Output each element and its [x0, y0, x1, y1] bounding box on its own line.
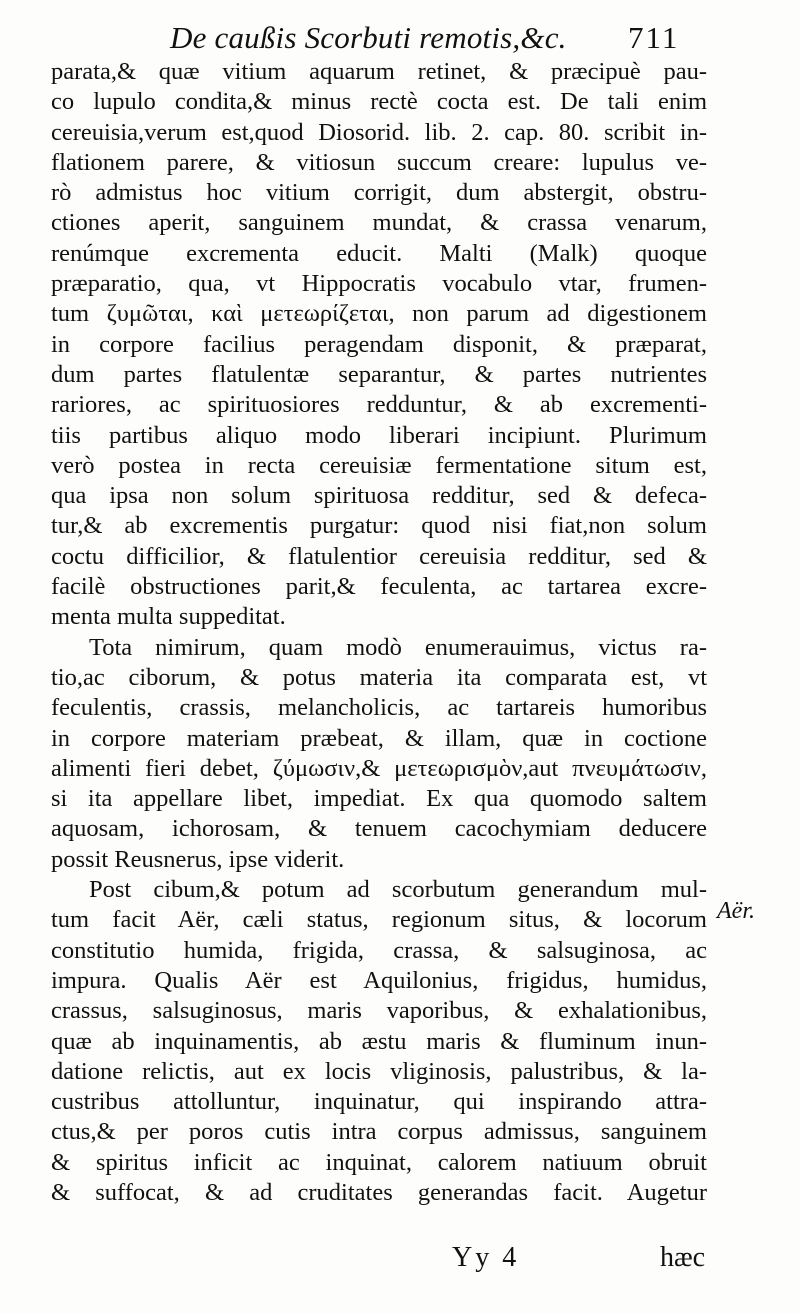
signature-mark: Yy 4 [452, 1242, 520, 1273]
text-line: custribus attolluntur, inquinatur, qui inspirando attra- [51, 1088, 707, 1116]
text-line: & suffocat, & ad cruditates generandas facit. Augetur [51, 1178, 707, 1206]
text-line: datione relictis, aut ex locis vliginosis, palustribus, & la- [51, 1057, 707, 1085]
text-line: possit Reusnerus, ipse viderit. [51, 845, 345, 873]
text-line: impura. Qualis Aër est Aquilonius, frigidus, humidus, [51, 966, 707, 994]
text-line: tiis partibus aliquo modo liberari incipiunt. Plurimum [51, 421, 707, 449]
text-line: tum facit Aër, cæli status, regionum situs, & locorum [51, 906, 707, 934]
text-line: tum ζυμῶται, καὶ μετεωρίζεται, non parum ad digestionem [51, 300, 707, 328]
margin-note: Aër. [717, 898, 755, 924]
text-line: si ita appellare libet, impediat. Ex qua quomodo saltem [51, 785, 707, 813]
text-line: alimenti fieri debet, ζύμωσιν,& μετεωρισμὸν,aut πνευμάτωσιν, [51, 754, 707, 782]
text-line: quæ ab inquinamentis, ab æstu maris & fluminum inun- [51, 1027, 707, 1055]
body-text [51, 57, 707, 1208]
text-line: feculentis, crassis, melancholicis, ac tartareis humoribus [51, 694, 707, 722]
text-line: tio,ac ciborum, & potus materia ita comparata est, vt [51, 663, 707, 691]
text-line: dum partes flatulentæ separantur, & partes nutrientes [51, 360, 707, 388]
text-line: in corpore materiam præbeat, & illam, quæ in coctione [51, 724, 707, 752]
text-line: coctu difficilior, & flatulentior cereuisia redditur, sed & [51, 542, 707, 570]
text-line: menta multa suppeditat. [51, 603, 286, 631]
page-number: 711 [628, 20, 680, 55]
text-line: in corpore facilius peragendam disponit, & præparat, [51, 330, 707, 358]
text-line: qua ipsa non solum spirituosa redditur, sed & defeca- [51, 482, 707, 510]
text-line: rariores, ac spirituosiores redduntur, & ab excrementi- [51, 391, 707, 419]
text-line: flationem parere, & vitiosun succum creare: lupulus ve- [51, 148, 707, 176]
text-line: crassus, salsuginosus, maris vaporibus, & exhalationibus, [51, 997, 707, 1025]
text-line: constitutio humida, frigida, crassa, & salsuginosa, ac [51, 936, 707, 964]
text-line: aquosam, ichorosam, & tenuem cacochymiam deducere [51, 815, 707, 843]
text-line: co lupulo condita,& minus rectè cocta est. De tali enim [51, 88, 707, 116]
text-line: facilè obstructiones parit,& feculenta, ac tartarea excre- [51, 573, 707, 601]
text-line: renúmque excrementa educit. Malti (Malk) quoque [51, 239, 707, 267]
text-line: Post cibum,& potum ad scorbutum generandum mul- [89, 876, 707, 904]
text-line: tur,& ab excrementis purgatur: quod nisi fiat,non solum [51, 512, 707, 540]
text-line: verò postea in recta cereuisiæ fermentatione situm est, [51, 451, 707, 479]
text-line: ctiones aperit, sanguinem mundat, & crassa venarum, [51, 209, 707, 237]
text-line: Tota nimirum, quam modò enumerauimus, victus ra- [89, 633, 707, 661]
text-line: cereuisia,verum est,quod Diosorid. lib. 2. cap. 80. scribit in- [51, 118, 707, 146]
text-line: parata,& quæ vitium aquarum retinet, & præcipuè pau- [51, 58, 707, 85]
running-title: De caußis Scorbuti remotis,&c. [170, 20, 567, 55]
page-footer [0, 1242, 800, 1282]
text-line: ctus,& per poros cutis intra corpus admissus, sanguinem [51, 1118, 707, 1146]
text-line: rò admistus hoc vitium corrigit, dum abstergit, obstru- [51, 179, 707, 207]
catchword: hæc [660, 1242, 706, 1273]
text-line: & spiritus inficit ac inquinat, calorem natiuum obruit [51, 1148, 707, 1176]
text-line: præparatio, qua, vt Hippocratis vocabulo vtar, frumen- [51, 270, 707, 298]
